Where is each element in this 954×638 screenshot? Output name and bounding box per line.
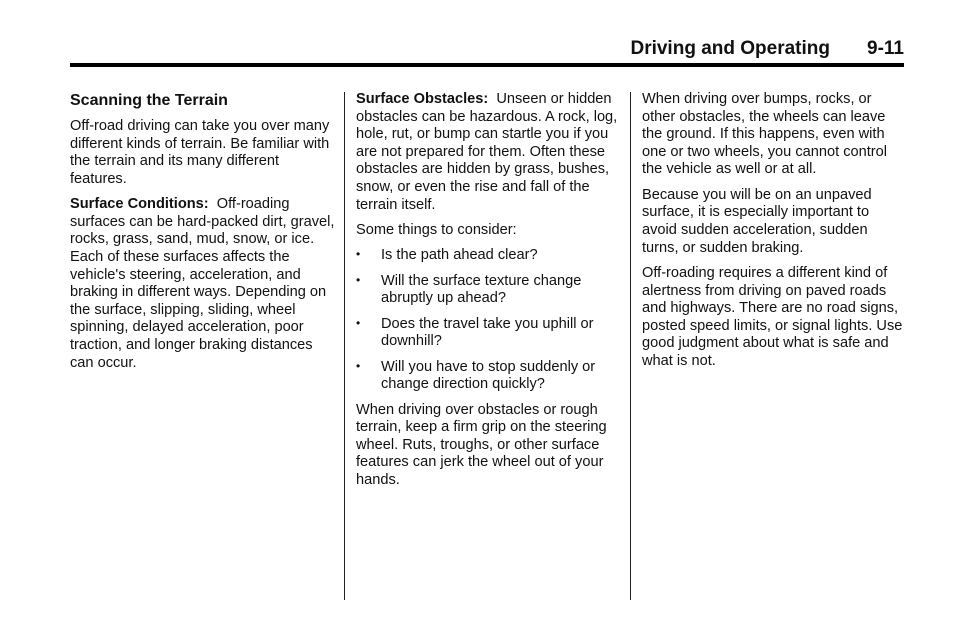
list-item — [356, 247, 622, 265]
list-item — [356, 359, 622, 394]
surface-conditions-label: Surface Conditions: — [70, 196, 209, 213]
surface-conditions-paragraph — [70, 196, 338, 372]
consider-list — [356, 247, 622, 394]
section-title: Driving and Operating — [630, 38, 830, 59]
column-2 — [356, 91, 622, 497]
page-number: 9-11 — [867, 38, 904, 59]
bullet-icon: • — [356, 358, 361, 373]
list-item-text: Will you have to stop suddenly or change direction quickly? — [381, 358, 596, 393]
consider-intro: Some things to consider: — [356, 221, 517, 238]
list-item — [356, 273, 622, 308]
closing-paragraph: When driving over obstacles or rough terrain, keep a firm grip on the steering wheel. Ruts, troughs, or other surface features can jerk the wheel out of your hands. — [356, 401, 607, 489]
intro-paragraph: Off-road driving can take you over many different kinds of terrain. Be familiar with the terrain and its many different features. — [70, 118, 330, 187]
surface-obstacles-label: Surface Obstacles: — [356, 91, 489, 107]
column-3 — [642, 91, 904, 378]
surface-conditions-text: Off-roading surfaces can be hard-packed dirt, gravel, rocks, grass, sand, mud, snow, or ice. Each of these surfaces affects the vehicle's steering, acceleration, and braking in different ways. Depending on the surface, slipping, sliding, wheel spinning, delayed acceleration, poor traction, and longer braking distances can occur. — [70, 196, 335, 371]
list-item — [356, 316, 622, 351]
header-rule — [70, 63, 904, 67]
bullet-icon: • — [356, 315, 361, 330]
scanning-terrain-heading: Scanning the Terrain — [70, 92, 228, 109]
unpaved-paragraph: Because you will be on an unpaved surface, it is especially important to avoid sudden acceleration, sudden turns, or sudden braking. — [642, 186, 872, 256]
bullet-icon: • — [356, 272, 361, 287]
bullet-icon: • — [356, 247, 361, 262]
column-1 — [70, 91, 338, 380]
bumps-paragraph: When driving over bumps, rocks, or other obstacles, the wheels can leave the ground. If this happens, even with one or two wheels, you cannot control the vehicle as well or at all. — [642, 91, 887, 178]
page-header — [70, 36, 904, 64]
column-divider-2 — [630, 92, 631, 600]
surface-obstacles-paragraph — [356, 91, 622, 214]
column-divider-1 — [344, 92, 345, 600]
surface-obstacles-text: Unseen or hidden obstacles can be hazardous. A rock, log, hole, rut, or bump can startle you if you are not prepared for them. Often these obstacles are hidden by grass, bushes, snow, or even the rise and fall of the terrain itself. — [356, 91, 618, 213]
list-item-text: Does the travel take you uphill or downhill? — [381, 315, 594, 350]
list-item-text: Will the surface texture change abruptly up ahead? — [381, 272, 582, 307]
alertness-paragraph: Off-roading requires a different kind of alertness from driving on paved roads and highways. There are no road signs, posted speed limits, or signal lights. Use good judgment about what is safe and what is not. — [642, 264, 903, 369]
list-item-text: Is the path ahead clear? — [381, 247, 538, 264]
